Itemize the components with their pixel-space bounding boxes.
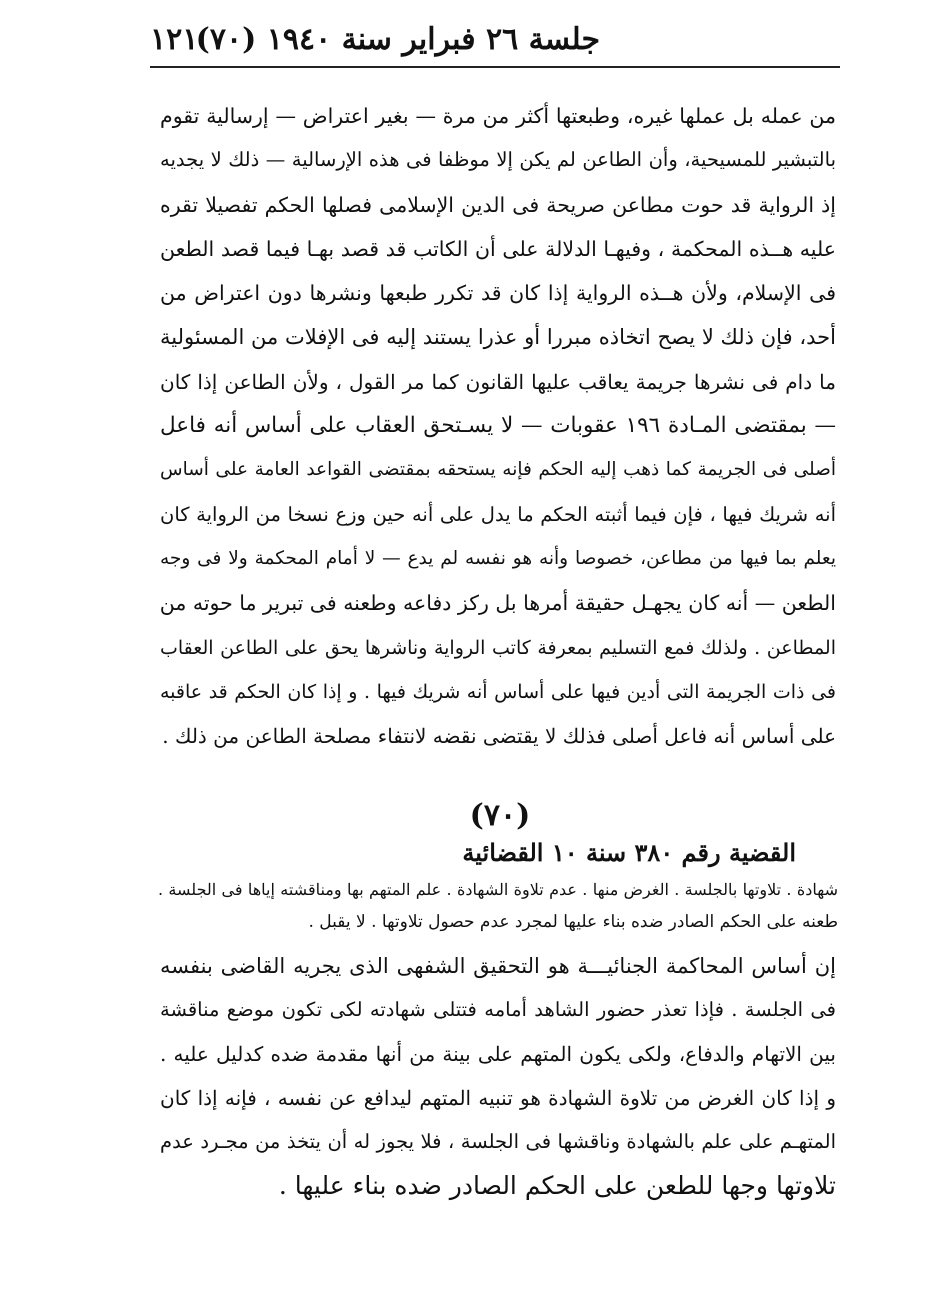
text-line: و إذا كان الغرض من تلاوة الشهادة هو تنبيه المتهم ليدافع عن نفسه ، فإنه إذا كان	[160, 1086, 836, 1110]
text-line: فى الجلسة . فإذا تعذر حضور الشاهد أمامه فتتلى شهادته لكى تكون موضع مناقشة	[160, 998, 836, 1021]
text-line: تلاوتها وجها للطعن على الحكم الصادر ضده بناء عليها .	[278, 1171, 836, 1200]
case-title: القضية رقم ٣٨٠ سنة ١٠ القضائية	[462, 838, 796, 867]
summary-line: طعنه على الحكم الصادر ضده بناء عليها لمجرد عدم حصول تلاوتها . لا يقبل .	[308, 912, 838, 932]
case-summary	[158, 874, 838, 938]
page-header	[150, 18, 830, 62]
header-title: جلسة ٢٦ فبراير سنة ١٩٤٠ (٧٠)	[195, 22, 600, 57]
text-line: الطعن — أنه كان يجهـل حقيقة أمرها بل ركز دفاعه وطعنه فى تبرير ما حوته من	[160, 591, 836, 616]
text-line: أحد، فإن ذلك لا يصح اتخاذه مبررا أو عذرا يستند إليه فى الإفلات من المسئولية	[160, 325, 836, 350]
header-divider	[150, 66, 840, 68]
text-line: ما دام فى نشرها جريمة يعاقب عليها القانون كما مر القول ، ولأن الطاعن إذا كان	[160, 369, 836, 394]
text-line: أصلى فى الجريمة كما ذهب إليه الحكم فإنه يستحقه بمقتضى القواعد العامة على أساس	[160, 459, 836, 481]
text-line: أنه شريك فيها ، فإن فيما أثبته الحكم ما يدل على أنه حين وزع نسخا من الرواية كان	[160, 502, 836, 526]
text-line: بالتبشير للمسيحية، وأن الطاعن لم يكن إلا موظفا فى هذه الإرسالية — ذلك لا يجديه	[160, 148, 836, 172]
page-number: ١٢١	[150, 22, 199, 57]
text-line: فى ذات الجريمة التى أدين فيها على أساس أنه شريك فيها . و إذا كان الحكم قد عاقبه	[160, 680, 836, 703]
text-line: المتهـم على علم بالشهادة وناقشها فى الجلسة ، فلا يجوز له أن يتخذ من مجـرد عدم	[160, 1130, 836, 1153]
text-line: عليه هــذه المحكمة ، وفيهـا الدلالة على أن الكاتب قد قصد بهـا فيما قصد الطعن	[160, 236, 836, 261]
text-line: على أساس أنه فاعل أصلى فذلك لا يقتضى نقضه لانتفاء مصلحة الطاعن من ذلك .	[162, 724, 836, 749]
summary-line: شهادة . تلاوتها بالجلسة . الغرض منها . عدم تلاوة الشهادة . علم المتهم بها ومناقشته إياها فى الجلسة .	[158, 880, 838, 899]
section-number: (٧٠)	[469, 798, 531, 833]
text-line: — بمقتضى المـادة ١٩٦ عقوبات — لا يسـتحق العقاب على أساس أنه فاعل	[160, 413, 836, 439]
text-line: من عمله بل عملها غيره، وطبعتها أكثر من مرة — بغير اعتراض — إرسالية تقوم	[160, 104, 836, 128]
paragraph-2	[160, 944, 836, 1208]
text-line: يعلم بما فيها من مطاعن، خصوصا وأنه هو نفسه لم يدع — لا أمام المحكمة ولا فى وجه	[160, 547, 836, 569]
text-line: بين الاتهام والدفاع، ولكى يكون المتهم على بينة من أنها مقدمة ضده كدليل عليه .	[160, 1042, 836, 1066]
text-line: إذ الرواية قد حوت مطاعن صريحة فى الدين الإسلامى فصلها الحكم تفصيلا تقره	[160, 192, 836, 217]
text-line: إن أساس المحاكمة الجنائيـــة هو التحقيق الشفهى الذى يجريه القاضى بنفسه	[160, 954, 836, 978]
text-line: فى الإسلام، ولأن هــذه الرواية إذا كان قد تكرر طبعها ونشرها دون اعتراض من	[160, 281, 836, 306]
text-line: المطاعن . ولذلك فمع التسليم بمعرفة كاتب الرواية وناشرها يحق على الطاعن العقاب	[160, 636, 836, 659]
paragraph-1	[160, 94, 836, 758]
